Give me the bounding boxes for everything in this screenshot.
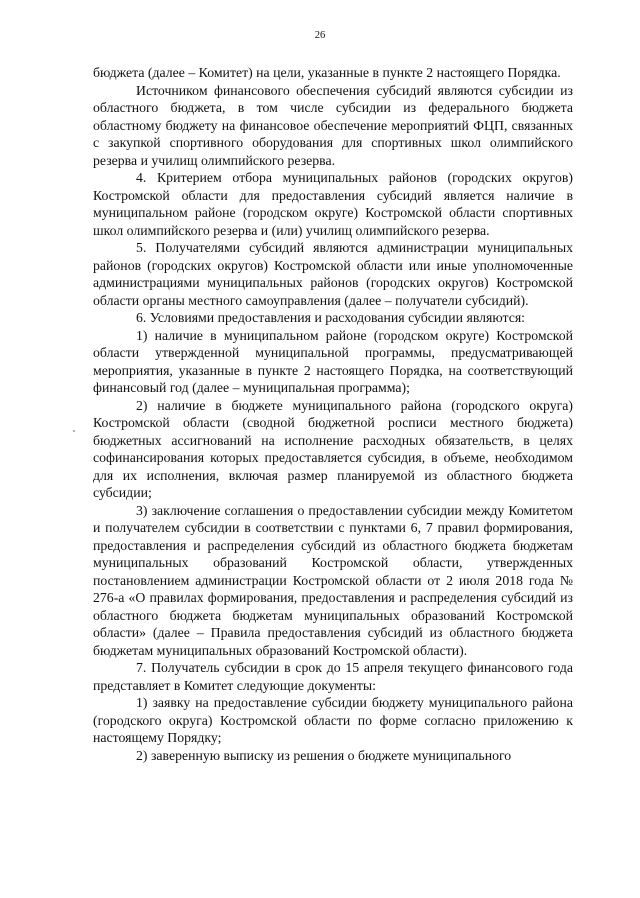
paragraph-item-7: 7. Получатель субсидии в срок до 15 апреля текущего финансового года представляет в Комитет следующие документы:: [93, 660, 573, 693]
paragraph-item-5: 5. Получателями субсидий являются администрации муниципальных районов (городских округов) Костромской области или иные уполномоченные администрациями муниципальных районов (городских округов) Костромской области органы местного самоуправления (далее – получатели субсидий).: [93, 240, 573, 308]
paragraph-item-6: 6. Условиями предоставления и расходования субсидии являются:: [136, 310, 526, 325]
page-number: 26: [314, 30, 326, 41]
document-body: [93, 64, 573, 764]
scan-speck: [73, 430, 75, 432]
paragraph-continuation: бюджета (далее – Комитет) на цели, указанные в пункте 2 настоящего Порядка.: [93, 65, 561, 80]
paragraph-item-6-1: 1) наличие в муниципальном районе (городском округе) Костромской области утвержденной муниципальной программы, предусматривающей мероприятия, указанные в пункте 2 настоящего Порядка, на соответствующий финансовый год (далее – муниципальная программа);: [93, 327, 573, 395]
paragraph-item-6-3: 3) заключение соглашения о предоставлении субсидии между Комитетом и получателем субсидии в соответствии с пунктами 6, 7 правил формирования, предоставления и распределения субсидий из областного бюджета бюджетам муниципальных образований Костромской области, утвержденных постановлением администрации Костромской области от 2 июля 2018 года № 276-а «О правилах формирования, предоставления и распределения субсидий из областного бюджета бюджетам муниципальных образований Костромской области» (далее – Правила предоставления субсидий из областного бюджета бюджетам муниципальных образований Костромской области).: [93, 502, 573, 658]
paragraph-item-4: 4. Критерием отбора муниципальных районов (городских округов) Костромской области для предоставления субсидий является наличие в муниципальном районе (городском округе) Костромской области спортивных школ олимпийского резерва и (или) училищ олимпийского резерва.: [93, 170, 573, 238]
paragraph-item-7-2: 2) заверенную выписку из решения о бюджете муниципального: [136, 747, 512, 763]
paragraph-item-6-2: 2) наличие в бюджете муниципального района (городского округа) Костромской области (сводной бюджетной росписи местного бюджета) бюджетных ассигнований на исполнение расходных обязательств, в целях софинансирования которых предоставляется субсидия, в объеме, необходимом для их исполнения, включая размер планируемой из областного бюджета субсидии;: [93, 397, 573, 500]
paragraph-funding-source: Источником финансового обеспечения субсидий являются субсидии из областного бюджета, в том числе субсидии из федерального бюджета областному бюджету на финансовое обеспечение мероприятий ФЦП, связанных с закупкой спортивного оборудования для спортивных школ олимпийского резерва и училищ олимпийского резерва.: [93, 82, 573, 168]
paragraph-item-7-1: 1) заявку на предоставление субсидии бюджету муниципального района (городского округа) Костромской области по форме согласно приложению к настоящему Порядку;: [93, 695, 573, 745]
